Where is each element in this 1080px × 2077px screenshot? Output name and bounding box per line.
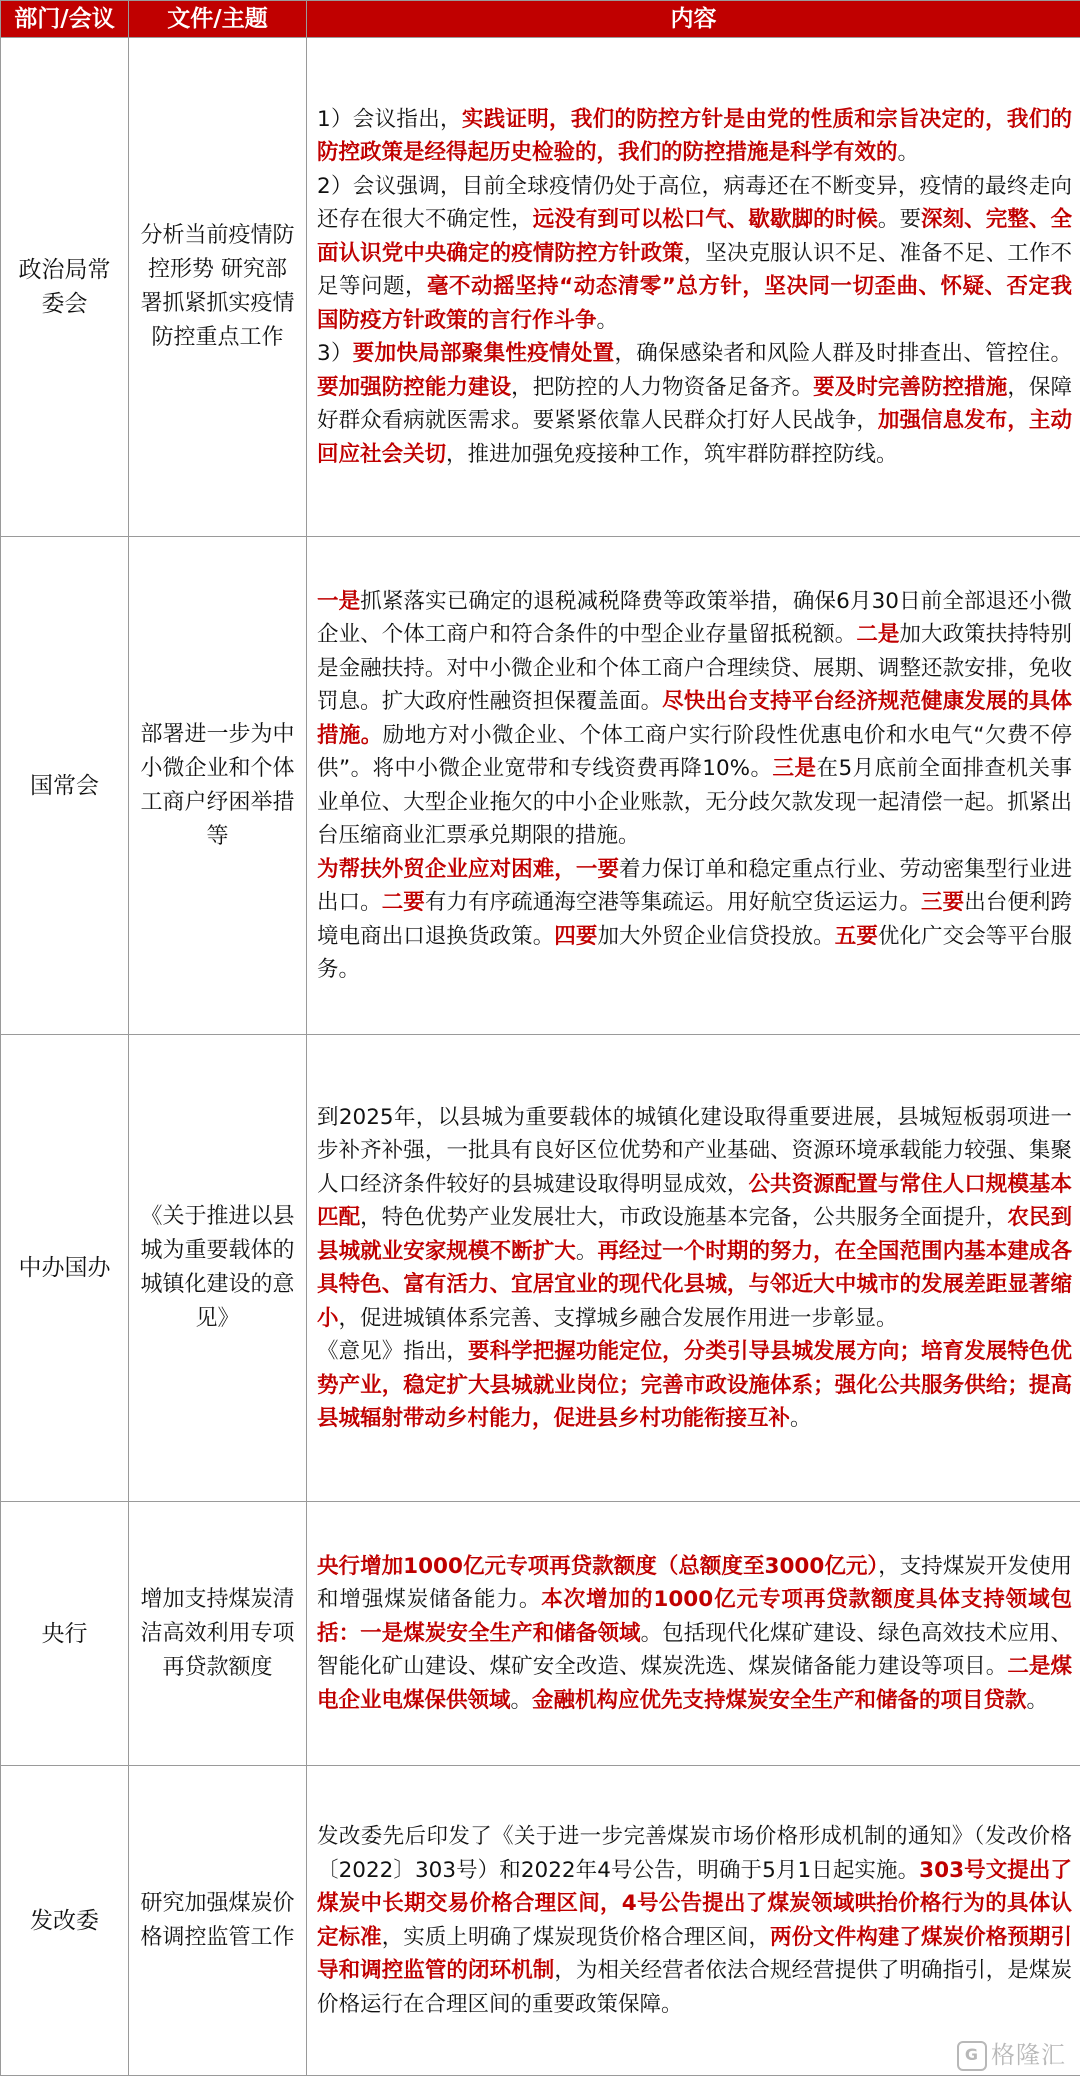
highlight-text: 加强信息发布，主动回应社会关切 [317, 408, 1072, 467]
body-text: 。 [510, 1687, 533, 1713]
highlight-text: 再经过一个时期的努力，在全国范围内基本建成各具特色、富有活力、宜居宜业的现代化县城，与邻近大中城市的发展差距显著缩小 [317, 1238, 1072, 1331]
body-text: 。 [575, 1238, 598, 1264]
body-text: ，确保感染者和风险人群及时排查出、管控住。 [614, 341, 1072, 367]
body-text: 抓紧落实已确定的退税减税降费等政策举措，确保6月30日前全部退还小微企业、个体工商户和符合条件的中型企业存量留抵税额。 [317, 588, 1072, 647]
row-topic: 增加支持煤炭清洁高效利用专项再贷款额度 [129, 1502, 307, 1766]
row-content [307, 1035, 1080, 1502]
body-text: ，为相关经营者依法合规经营提供了明确指引，是煤炭价格运行在合理区间的重要政策保障。 [317, 1958, 1072, 2017]
body-text: ，特色优势产业发展壮大，市政设施基本完备，公共服务全面提升， [360, 1205, 1008, 1230]
body-text: 发改委先后印发了《关于进一步完善煤炭市场价格形成机制的通知》（发改价格〔2022〕303号）和2022年4号公告，明确于5月1日起实施。 [317, 1824, 1072, 1883]
highlight-text: 三是 [772, 756, 817, 781]
highlight-text: 毫不动摇坚持“动态清零”总方针，坚决同一切歪曲、怀疑、否定我国防疫方针政策的言行作斗争 [317, 274, 1072, 333]
highlight-text: 实践证明，我们的防控方针是由党的性质和宗旨决定的，我们的防控政策是经得起历史检验的，我们的防控措施是科学有效的 [317, 106, 1072, 166]
highlight-text: 尽快出台支持平台经济规范健康发展的具体措施。 [317, 689, 1072, 748]
row-content [307, 1766, 1080, 2076]
row-topic: 分析当前疫情防控形势 研究部署抓紧抓实疫情防控重点工作 [129, 38, 307, 537]
highlight-text: 要加强防控能力建设 [317, 374, 512, 400]
body-text: 。 [1026, 1687, 1049, 1713]
highlight-text: 303号文提出了煤炭中长期交易价格合理区间，4号公告提出了煤炭领域哄抬价格行为的具体认定标准 [317, 1857, 1072, 1950]
highlight-text: 二是煤电企业电煤保供领域 [317, 1654, 1072, 1713]
highlight-text: 四要 [554, 923, 598, 949]
row-content [307, 38, 1080, 537]
body-text: 加大政策扶持特别是金融扶持。对中小微企业和个体工商户合理续贷、展期、调整还款安排，免收罚息。扩大政府性融资担保覆盖面。 [317, 622, 1072, 714]
body-text: 《意见》指出， [317, 1339, 469, 1364]
body-text: 到2025年，以县城为重要载体的城镇化建设取得重要进展，县城短板弱项进一步补齐补强，一批具有良好区位优势和产业基础、资源环境承载能力较强、集聚人口经济条件较好的县城建设取得明显成效， [317, 1104, 1072, 1197]
highlight-text: 两份文件构建了煤炭价格预期引导和调控监管的闭环机制 [317, 1924, 1072, 1983]
body-text: 2）会议强调，目前全球疫情仍处于高位，病毒还在不断变异，疫情的最终走向还存在很大不确定性， [317, 173, 1072, 233]
highlight-text: 一是 [317, 588, 361, 614]
watermark-logo-icon: G [957, 2041, 987, 2071]
highlight-text: 公共资源配置与常住人口规模基本匹配 [317, 1171, 1072, 1230]
highlight-text: 农民到县城就业安家规模不断扩大 [317, 1205, 1072, 1264]
highlight-text: 要及时完善防控措施 [813, 374, 1008, 400]
body-text: 3） [317, 341, 353, 367]
body-text: 。要 [877, 207, 922, 233]
highlight-text: 五要 [834, 923, 878, 949]
body-text: 加大外贸企业信贷投放。 [597, 923, 835, 949]
row-dept: 央行 [1, 1502, 129, 1766]
highlight-text: 三要 [921, 890, 965, 915]
row-content [307, 1502, 1080, 1766]
body-text: 。 [897, 140, 920, 166]
body-text: 在5月底前全面排查机关事业单位、大型企业拖欠的中小企业账款，无分歧欠款发现一起清偿一起。抓紧出台压缩商业汇票承兑期限的措施。 [317, 756, 1072, 848]
row-dept: 国常会 [1, 537, 129, 1035]
header-row [1, 1, 1080, 38]
header-topic: 文件/主题 [129, 1, 307, 38]
highlight-text: 央行增加1000亿元专项再贷款额度（总额度至3000亿元） [317, 1553, 879, 1579]
highlight-text: 为帮扶外贸企业应对困难，一要 [317, 856, 620, 882]
body-text: ，坚决克服认识不足、准备不足、工作不足等问题， [317, 240, 1072, 300]
body-text: ，支持煤炭开发使用和增强煤炭储备能力。 [317, 1553, 1072, 1613]
watermark-text: 格隆汇 [991, 2041, 1066, 2069]
table-row [1, 1766, 1080, 2076]
row-topic: 部署进一步为中小微企业和个体工商户纾困举措等 [129, 537, 307, 1035]
row-topic: 《关于推进以县城为重要载体的城镇化建设的意见》 [129, 1035, 307, 1502]
body-text: 励地方对小微企业、个体工商户实行阶段性优惠电价和水电气“欠费不停供”。将中小微企业宽带和专线资费再降10%。 [317, 722, 1072, 781]
highlight-text: 要加快局部聚集性疫情处置 [352, 341, 615, 367]
body-text: 1）会议指出， [317, 106, 462, 132]
highlight-text: 远没有到可以松口气、歇歇脚的时候 [532, 207, 878, 233]
row-content [307, 537, 1080, 1035]
body-text: 出台便利跨境电商出口退换货政策。 [317, 890, 1072, 949]
table-row [1, 1502, 1080, 1766]
highlight-text: 要科学把握功能定位，分类引导县城发展方向；培育发展特色优势产业，稳定扩大县城就业岗位；完善市政设施体系；强化公共服务供给；提高县城辐射带动乡村能力，促进县乡村功能衔接互补 [317, 1339, 1072, 1431]
highlight-text: 深刻、完整、全面认识党中央确定的疫情防控方针政策 [317, 207, 1072, 266]
table-row [1, 537, 1080, 1035]
row-dept: 中办国办 [1, 1035, 129, 1502]
body-text: 。 [596, 307, 619, 333]
row-dept: 发改委 [1, 1766, 129, 2076]
row-dept: 政治局常委会 [1, 38, 129, 537]
body-text: 。 [790, 1406, 812, 1431]
body-text: ，实质上明确了煤炭现货价格合理区间， [381, 1924, 771, 1950]
body-text: 优化广交会等平台服务。 [317, 923, 1072, 982]
table-row [1, 1035, 1080, 1502]
body-text: 着力保订单和稳定重点行业、劳动密集型行业进出口。 [317, 856, 1072, 915]
body-text: ，把防控的人力物资备足备齐。 [511, 374, 814, 400]
highlight-text: 二要 [381, 890, 425, 915]
highlight-text: 二是 [856, 622, 900, 647]
highlight-text: 金融机构应优先支持煤炭安全生产和储备的项目贷款 [532, 1687, 1027, 1713]
watermark [957, 2035, 1066, 2071]
highlight-text: 本次增加的1000亿元专项再贷款额度具体支持领域包括：一是煤炭安全生产和储备领域 [317, 1587, 1072, 1646]
row-topic: 研究加强煤炭价格调控监管工作 [129, 1766, 307, 2076]
body-text: ，保障好群众看病就医需求。要紧紧依靠人民群众打好人民战争， [317, 374, 1072, 434]
table-row [1, 38, 1080, 537]
body-text: ，推进加强免疫接种工作，筑牢群防群控防线。 [446, 441, 898, 467]
body-text: 。包括现代化煤矿建设、绿色高效技术应用、智能化矿山建设、煤矿安全改造、煤炭洗选、煤炭储备能力建设等项目。 [317, 1620, 1072, 1680]
body-text: ，促进城镇体系完善、支撑城乡融合发展作用进一步彰显。 [338, 1305, 898, 1331]
header-content: 内容 [307, 1, 1080, 38]
body-text: 有力有序疏通海空港等集疏运。用好航空货运运力。 [424, 890, 922, 915]
header-dept: 部门/会议 [1, 1, 129, 38]
